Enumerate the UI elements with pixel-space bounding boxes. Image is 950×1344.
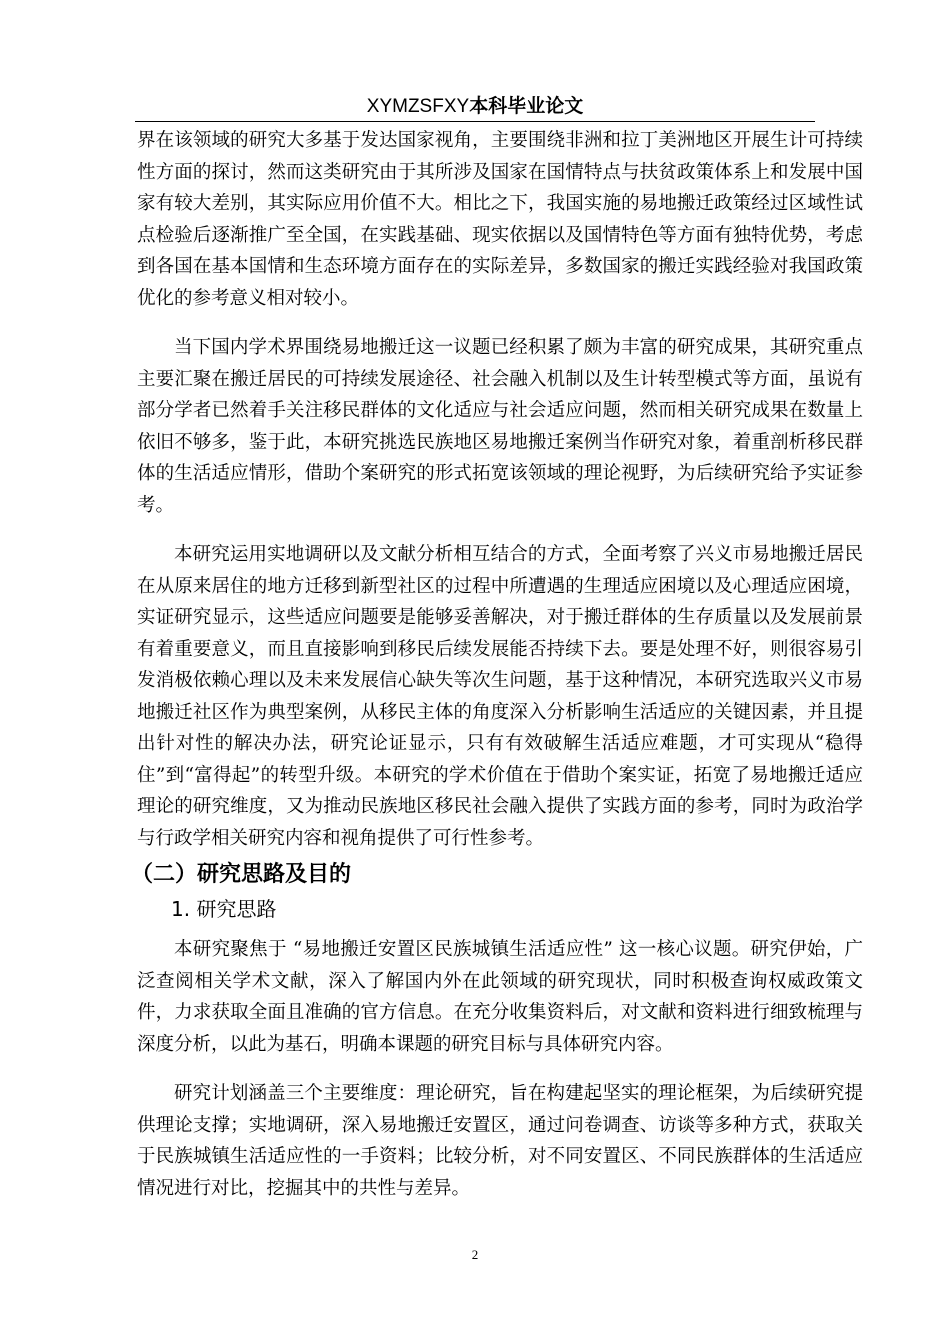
paragraph-research-focus: 本研究聚焦于 “易地搬迁安置区民族城镇生活适应性” 这一核心议题。研究伊始，广泛查阅相关学术文献，深入了解国内外在此领域的研究现状，同时积极查询权威政策文件，力求获取全面且准确的官方信息。在充分收集资料后，对文献和资料进行细致梳理与深度分析，以此为基石，明确本课题的研究目标与具体研究内容。 xyxy=(137,939,863,1055)
paragraph-research-value: 本研究运用实地调研以及文献分析相互结合的方式，全面考察了兴义市易地搬迁居民在从原来居住的地方迁移到新型社区的过程中所遭遇的生理适应困境以及心理适应困境，实证研究显示，这些适应问题要是能够妥善解决，对于搬迁群体的生存质量以及发展前景有着重要意义，而且直接影响到移民后续发展能否持续下去。要是处理不好，则很容易引发消极依赖心理以及未来发展信心缺失等次生问题，基于这种情况，本研究选取兴义市易地搬迁社区作为典型案例，从移民主体的角度深入分析影响生活适应的关键因素，并且提出针对性的解决办法，研究论证显示，只有有效破解生活适应难题，才可实现从“稳得住”到“富得起”的转型升级。本研究的学术价值在于借助个案实证，拓宽了易地搬迁适应理论的研究维度，又为推动民族地区移民社会融入提供了实践方面的参考，同时为政治学与行政学相关研究内容和视角提供了可行性参考。 xyxy=(137,544,863,849)
page-header xyxy=(137,94,813,119)
paragraph-domestic-research: 当下国内学术界围绕易地搬迁这一议题已经积累了颇为丰富的研究成果，其研究重点主要汇聚在搬迁居民的可持续发展途径、社会融入机制以及生计转型模式等方面，虽说有部分学者已然着手关注移民群体的文化适应与社会适应问题，然而相关研究成果在数量上依旧不够多，鉴于此，本研究挑选民族地区易地搬迁案例当作研究对象，着重剖析移民群体的生活适应情形，借助个案研究的形式拓宽该领域的理论视野，为后续研究给予实证参考。 xyxy=(137,337,863,516)
section-heading: （二）研究思路及目的 xyxy=(131,862,352,887)
header-title: 本科毕业论文 xyxy=(469,95,584,117)
header-code: XYMZSFXY xyxy=(366,96,470,117)
paragraph-research-plan: 研究计划涵盖三个主要维度：理论研究，旨在构建起坚实的理论框架，为后续研究提供理论支撑；实地调研，深入易地搬迁安置区，通过问卷调查、访谈等多种方式，获取关于民族城镇生活适应性的一手资料；比较分析，对不同安置区、不同民族群体的生活适应情况进行对比，挖掘其中的共性与差异。 xyxy=(137,1083,863,1199)
page-number: 2 xyxy=(471,1247,479,1262)
subsection-heading: 1. 研究思路 xyxy=(171,897,277,921)
paragraph-continuation: 界在该领域的研究大多基于发达国家视角，主要围绕非洲和拉丁美洲地区开展生计可持续性方面的探讨，然而这类研究由于其所涉及国家在国情特点与扶贫政策体系上和发展中国家有较大差别，其实际应用价值不大。相比之下，我国实施的易地搬迁政策经过区域性试点检验后逐渐推广至全国，在实践基础、现实依据以及国情特色等方面有独特优势，考虑到各国在基本国情和生态环境方面存在的实际差异，多数国家的搬迁实践经验对我国政策优化的参考意义相对较小。 xyxy=(137,130,863,309)
header-divider xyxy=(135,121,815,122)
document-body xyxy=(131,125,863,1222)
